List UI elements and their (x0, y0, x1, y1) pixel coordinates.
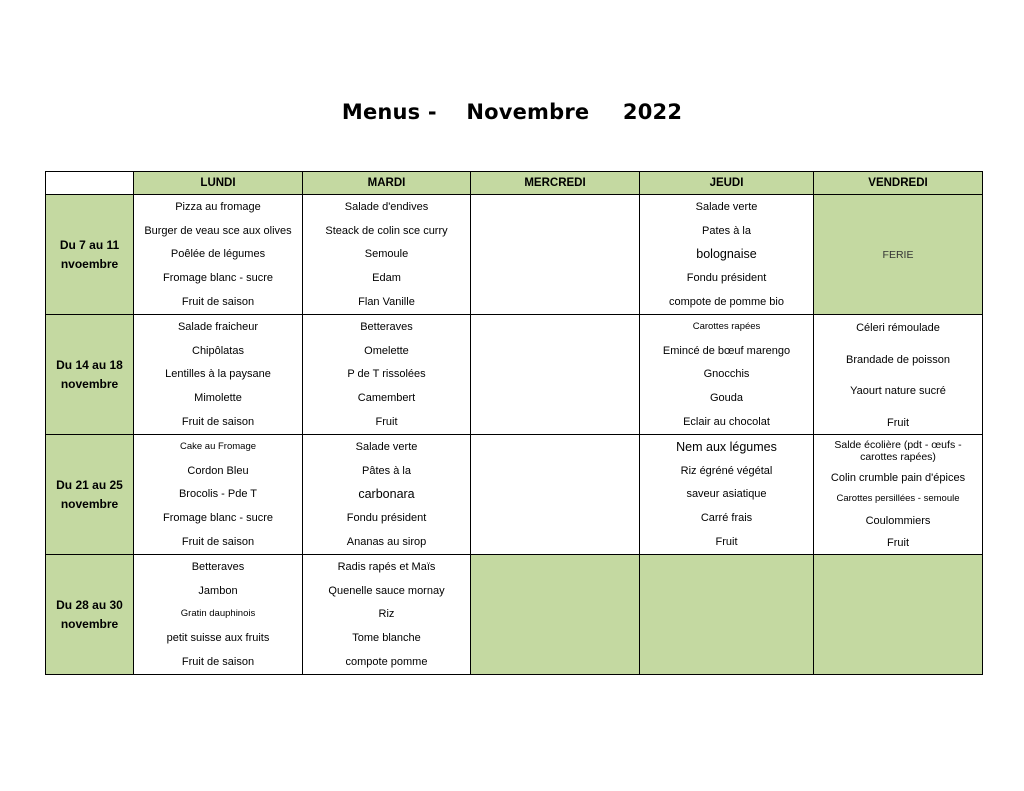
menu-cell-mardi (303, 315, 471, 435)
menu-item: Yaourt nature sucré (850, 385, 946, 398)
menu-item: Poêlée de légumes (170, 248, 266, 261)
week-label (46, 555, 134, 675)
menu-cell-mardi (303, 195, 471, 315)
menu-item: Fruit (887, 537, 909, 550)
menu-item: petit suisse aux fruits (166, 632, 270, 645)
menu-item: Fruit de saison (181, 416, 255, 429)
menu-item: Carottes rapées (692, 320, 761, 332)
menu-cell-jeudi (640, 435, 814, 555)
menu-cell-vendredi-empty (814, 555, 983, 675)
menu-item: Flan Vanille (358, 296, 415, 309)
day-header-lundi: LUNDI (134, 172, 303, 195)
menu-item: Fruit de saison (181, 296, 255, 309)
menu-cell-mercredi-empty (471, 315, 640, 435)
header-row (46, 172, 983, 195)
week-label (46, 435, 134, 555)
menu-item: Tome blanche (352, 632, 421, 645)
menu-item: Carré frais (700, 512, 753, 525)
day-header-vendredi: VENDREDI (814, 172, 983, 195)
menu-item: saveur asiatique (686, 488, 767, 501)
menu-item: Chipôlatas (192, 344, 244, 357)
week-label (46, 195, 134, 315)
menu-item: Gouda (709, 392, 744, 405)
menu-item: Fromage blanc - sucre (162, 512, 274, 525)
menu-cell-mercredi-empty (471, 195, 640, 315)
menu-item: Quenelle sauce mornay (328, 584, 445, 597)
menu-item: Fruit de saison (181, 656, 255, 669)
menu-cell-mardi (303, 435, 471, 555)
menu-cell-mardi (303, 555, 471, 675)
menu-item: Betteraves (360, 320, 413, 333)
menu-item: Salade verte (695, 200, 758, 213)
day-header-mardi: MARDI (303, 172, 471, 195)
menu-cell-mercredi-empty (471, 555, 640, 675)
menu-item: Edam (372, 272, 401, 285)
menu-item: Brocolis - Pde T (178, 488, 258, 501)
week-label-line1: Du 21 au 25 (56, 477, 123, 492)
menu-item: Radis rapés et Maïs (337, 560, 436, 573)
menu-item: Cake au Fromage (179, 440, 257, 452)
week-label-line2: novembre (60, 376, 119, 391)
menu-item: Omelette (364, 344, 409, 357)
menu-item: Salade fraicheur (177, 320, 259, 333)
menu-item: Salade verte (355, 440, 418, 453)
menu-item: Brandade de poisson (846, 353, 950, 366)
menu-item: Gratin dauphinois (180, 608, 256, 620)
menu-cell-lundi (134, 315, 303, 435)
week-label-line1: Du 28 au 30 (56, 597, 123, 612)
menu-item: Riz (378, 608, 395, 621)
menu-item: Eclair au chocolat (683, 416, 770, 429)
week-row-3 (46, 435, 983, 555)
menu-cell-mercredi-empty (471, 435, 640, 555)
menu-item: Semoule (364, 248, 409, 261)
menu-item: Coulommiers (865, 515, 931, 528)
menu-item: Fruit (887, 416, 909, 429)
menu-item: Steack de colin sce curry (325, 224, 448, 237)
day-header-mercredi: MERCREDI (471, 172, 640, 195)
menu-item: Burger de veau sce aux olives (144, 224, 292, 237)
menu-item: Nem aux légumes (676, 439, 777, 454)
week-label-line1: Du 7 au 11 (59, 237, 120, 252)
week-label-line2: novembre (60, 616, 119, 631)
menu-item: Cordon Bleu (187, 464, 249, 477)
menu-item: Fruit (375, 416, 398, 429)
menu-item: Salade d'endives (344, 200, 429, 213)
title-part-menus: Menus - (341, 100, 437, 124)
menu-cell-vendredi-holiday (814, 195, 983, 315)
menu-item: Ananas au sirop (346, 536, 427, 549)
menu-item: Betteraves (191, 560, 245, 573)
week-row-1 (46, 195, 983, 315)
week-label-line1: Du 14 au 18 (56, 357, 123, 372)
menu-item: compote de pomme bio (669, 296, 784, 309)
menu-item: Carottes persillées - semoule (836, 493, 960, 505)
menu-item: Pâtes à la (362, 464, 411, 477)
menu-item: Fondu président (346, 512, 427, 525)
menu-item: Céleri rémoulade (856, 322, 940, 334)
menu-item: Pates à la (702, 224, 751, 237)
menu-item: Pizza au fromage (175, 200, 261, 213)
menu-item: P de T rissolées (347, 368, 426, 381)
menu-item: Fondu président (686, 272, 767, 285)
week-label-line2: novembre (60, 496, 119, 511)
menu-item: Mimolette (194, 392, 242, 405)
menu-item: Fruit de saison (181, 536, 255, 549)
menu-item: Fruit (715, 536, 738, 549)
menu-cell-vendredi (814, 315, 983, 435)
week-label (46, 315, 134, 435)
menu-cell-jeudi (640, 315, 814, 435)
menu-item: Jambon (198, 584, 238, 597)
menu-item: bolognaise (696, 247, 757, 262)
menu-item: Emincé de bœuf marengo (662, 344, 791, 357)
menu-table (45, 171, 983, 675)
menu-item: carbonara (358, 487, 415, 502)
menu-cell-jeudi (640, 195, 814, 315)
week-row-4 (46, 555, 983, 675)
corner-cell (46, 172, 134, 195)
title-part-year: 2022 (622, 100, 683, 124)
week-label-line2: nvoembre (60, 256, 119, 271)
menu-item: Riz égréné végétal (680, 464, 773, 477)
menu-cell-jeudi-empty (640, 555, 814, 675)
menu-item: compote pomme (345, 656, 428, 669)
menu-cell-vendredi (814, 435, 983, 555)
menu-item: Lentilles à la paysane (165, 368, 271, 381)
menu-cell-lundi (134, 195, 303, 315)
menu-item: Camembert (357, 392, 416, 405)
title-part-month: Novembre (466, 100, 590, 124)
week-row-2 (46, 315, 983, 435)
holiday-label: FERIE (882, 248, 914, 261)
page-title (0, 100, 1024, 124)
menu-cell-lundi (134, 435, 303, 555)
day-header-jeudi: JEUDI (640, 172, 814, 195)
menu-cell-lundi (134, 555, 303, 675)
menu-item: Colin crumble pain d'épices (830, 471, 966, 484)
menu-item: Salde écolière (pdt - œufs - carottes rapées) (834, 438, 962, 463)
menu-item: Fromage blanc - sucre (162, 272, 274, 285)
menu-item: Gnocchis (703, 368, 750, 381)
